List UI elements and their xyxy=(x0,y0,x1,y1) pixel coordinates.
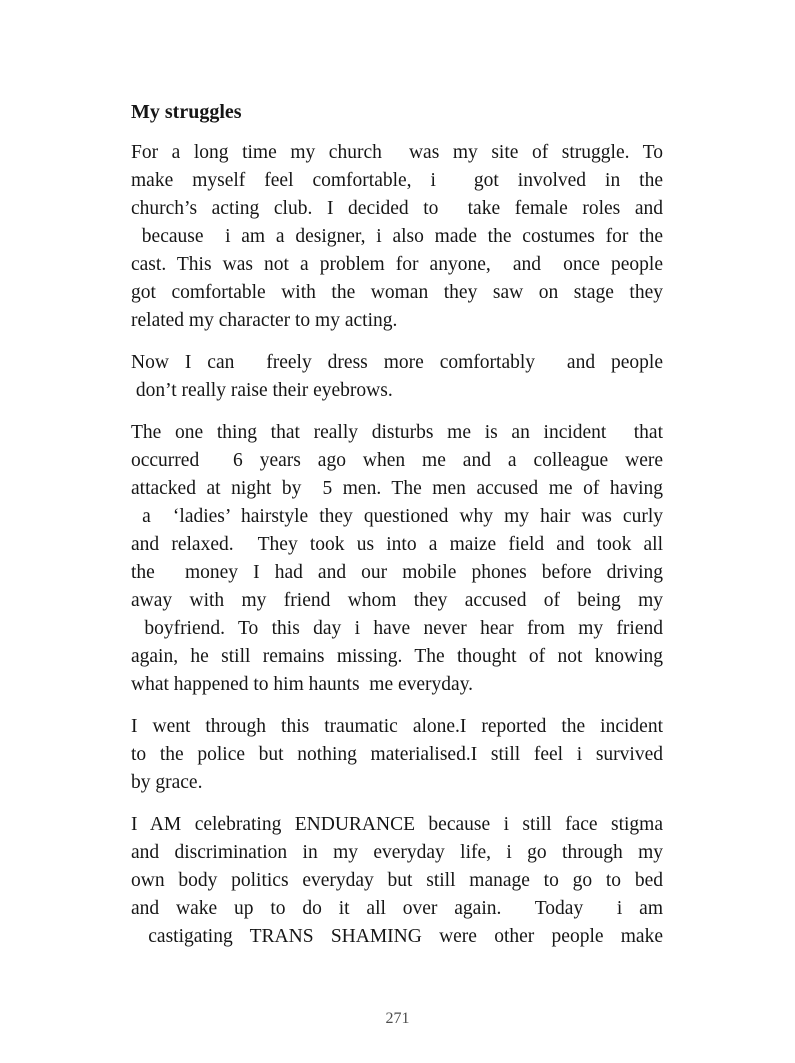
text-line: The one thing that really disturbs me is an incident that xyxy=(131,422,663,443)
page-title: My struggles xyxy=(131,101,242,123)
text-line: own body politics everyday but still manage to go to bed xyxy=(131,870,663,891)
text-line: occurred 6 years ago when me and a colleague were xyxy=(131,450,663,471)
text-line: make myself feel comfortable, i got involved in the xyxy=(131,170,663,191)
text-line: and wake up to do it all over again. Today i am xyxy=(131,898,663,919)
text-line: attacked at night by 5 men. The men accused me of having xyxy=(131,478,663,499)
text-line: castigating TRANS SHAMING were other people make xyxy=(131,926,663,947)
text-line: cast. This was not a problem for anyone, and once people xyxy=(131,254,663,275)
text-line: away with my friend whom they accused of being my xyxy=(131,590,663,611)
text-line: and relaxed. They took us into a maize field and took all xyxy=(131,534,663,555)
text-line: the money I had and our mobile phones before driving xyxy=(131,562,663,583)
paragraph-3 xyxy=(131,419,663,699)
text-line: to the police but nothing materialised.I still feel i survived xyxy=(131,744,663,765)
text-line: I went through this traumatic alone.I reported the incident xyxy=(131,716,663,737)
text-line: again, he still remains missing. The thought of not knowing xyxy=(131,646,663,667)
text-line: boyfriend. To this day i have never hear from my friend xyxy=(131,618,663,639)
text-line: For a long time my church was my site of struggle. To xyxy=(131,142,663,163)
text-line: related my character to my acting. xyxy=(131,310,398,331)
paragraph-4 xyxy=(131,713,663,797)
text-line: don’t really raise their eyebrows. xyxy=(131,380,393,401)
paragraph-2 xyxy=(131,349,663,405)
page-number: 271 xyxy=(385,1010,410,1027)
text-line: and discrimination in my everyday life, i go through my xyxy=(131,842,663,863)
paragraph-5 xyxy=(131,811,663,951)
text-line: a ‘ladies’ hairstyle they questioned why my hair was curly xyxy=(131,506,663,527)
text-line: Now I can freely dress more comfortably and people xyxy=(131,352,663,373)
text-line: because i am a designer, i also made the costumes for the xyxy=(131,226,663,247)
text-line: by grace. xyxy=(131,772,203,793)
text-line: what happened to him haunts me everyday. xyxy=(131,674,474,695)
text-line: I AM celebrating ENDURANCE because i still face stigma xyxy=(131,814,663,835)
text-line: church’s acting club. I decided to take female roles and xyxy=(131,198,663,219)
text-line: got comfortable with the woman they saw on stage they xyxy=(131,282,663,303)
paragraph-1 xyxy=(131,139,663,335)
